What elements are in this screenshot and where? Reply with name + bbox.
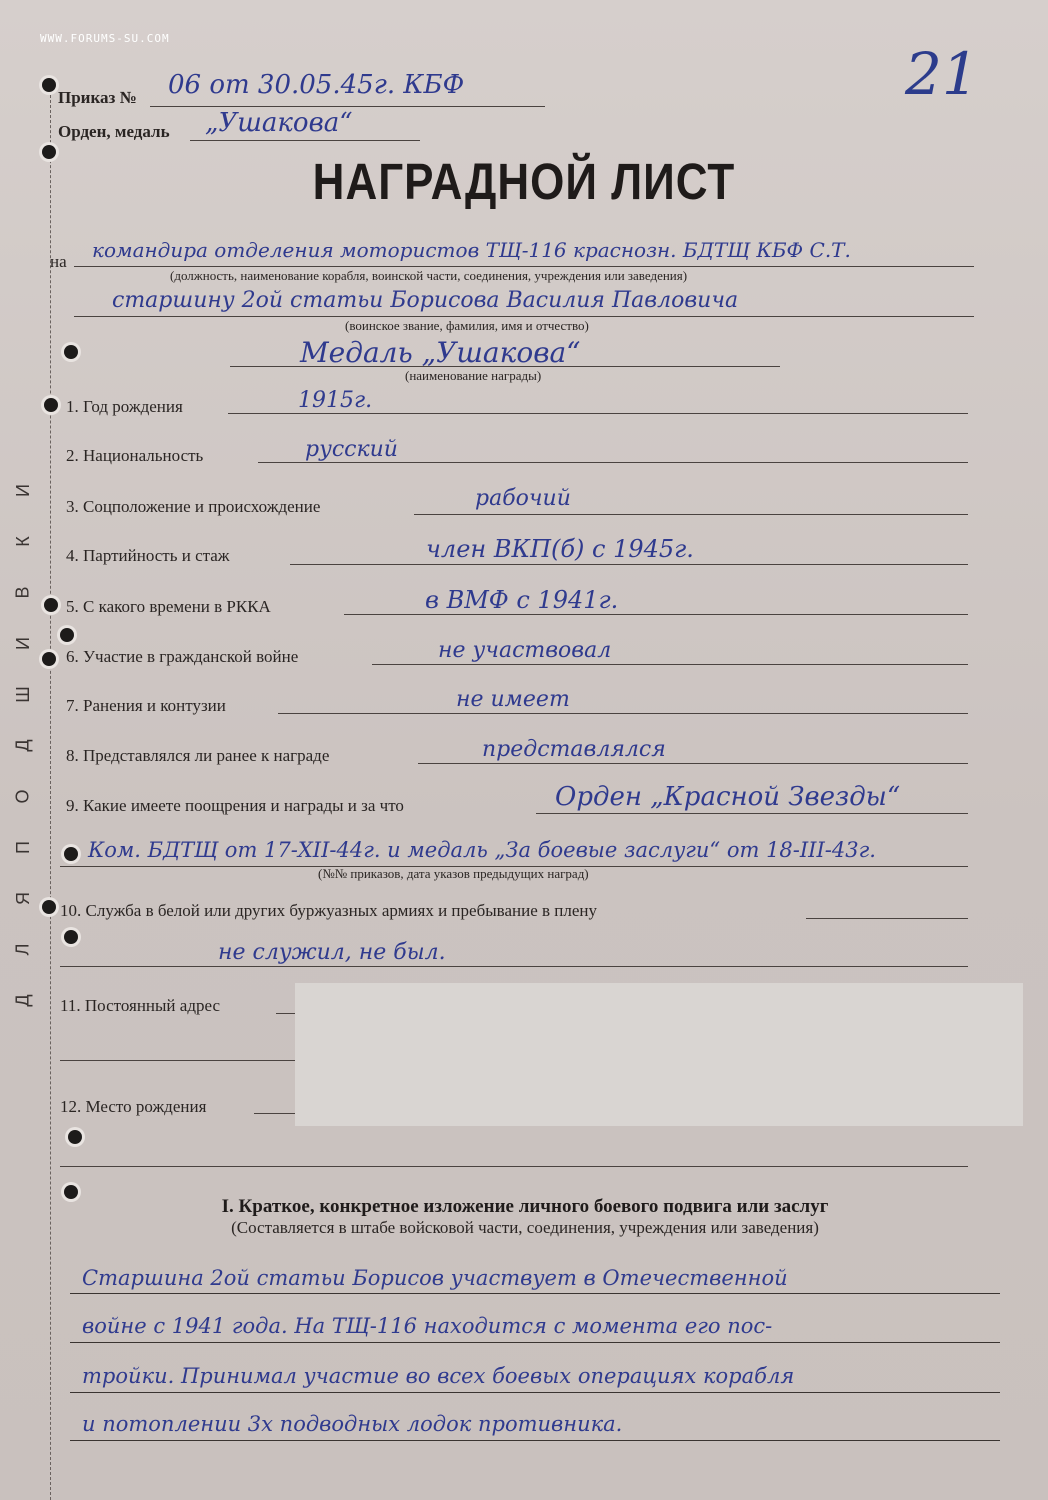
narrative-rule — [70, 1342, 1000, 1343]
field-4-label: 4. Партийность и стаж — [66, 546, 230, 565]
na-label: на — [50, 252, 67, 271]
award-line — [230, 366, 780, 367]
redacted-block — [295, 983, 1023, 1126]
field-9-label: 9. Какие имеете поощрения и награды и за что — [66, 796, 404, 815]
field-9-continuation: Ком. БДТЩ от 17-XII-44г. и медаль „За боевые заслуги“ от 18-III-43г. — [88, 838, 876, 862]
field-8-line — [418, 763, 968, 764]
field-2-line — [258, 462, 968, 463]
field-7-line — [278, 713, 968, 714]
field-6-line — [372, 664, 968, 665]
margin-letter: Д — [12, 994, 33, 1007]
rank-name-caption: (воинское звание, фамилия, имя и отчество) — [345, 318, 589, 333]
field-3-value: рабочий — [475, 486, 571, 511]
field-8-value: представлялся — [482, 737, 666, 762]
margin-letter: И — [12, 484, 33, 497]
field-8-label: 8. Представлялся ли ранее к награде — [66, 746, 330, 765]
document-title: НАГРАДНОЙ ЛИСТ — [312, 154, 736, 211]
field-3-line — [414, 514, 968, 515]
binding-margin-text — [12, 480, 34, 1011]
position-value: командира отделения мотористов ТЩ-116 краснозн. БДТЩ КБФ С.Т. — [92, 238, 851, 262]
award-value: Медаль „Ушакова“ — [300, 336, 581, 369]
field-12-label: 12. Место рождения — [60, 1097, 207, 1116]
margin-letter: К — [12, 536, 33, 547]
field-2-value: русский — [305, 437, 398, 462]
handwritten-sheet-number: 21 — [905, 40, 979, 108]
binding-margin-line — [50, 80, 51, 1500]
margin-letter: В — [12, 586, 33, 599]
margin-letter: И — [12, 637, 33, 650]
medal-line — [190, 140, 420, 141]
field-4-value: член ВКП(б) с 1945г. — [426, 535, 694, 563]
punch-hole — [68, 1130, 82, 1144]
punch-hole — [42, 78, 56, 92]
narrative-line-4: и потоплении 3х подводных лодок противника. — [82, 1412, 623, 1436]
narrative-rule — [70, 1440, 1000, 1441]
field-10-cont-line — [60, 966, 968, 967]
punch-hole — [42, 652, 56, 666]
order-label: Приказ № — [58, 88, 137, 107]
margin-letter: Я — [12, 892, 33, 905]
field-9-value: Орден „Красной Звезды“ — [555, 782, 901, 812]
narrative-rule — [70, 1392, 1000, 1393]
margin-letter: П — [12, 841, 33, 854]
field-11-label: 11. Постоянный адрес — [60, 996, 220, 1015]
watermark: WWW.FORUMS-SU.COM — [40, 32, 170, 45]
position-line — [74, 266, 974, 267]
rank-name-value: старшину 2ой статьи Борисова Василия Павловича — [112, 288, 739, 313]
field-1-line — [228, 413, 968, 414]
field-5-label: 5. С какого времени в РККА — [66, 597, 271, 616]
medal-label: Орден, медаль — [58, 122, 170, 141]
field-10-line — [806, 918, 968, 919]
margin-letter: О — [12, 789, 33, 804]
margin-letter: Д — [12, 739, 33, 752]
field-12-line — [254, 1113, 296, 1114]
field-3-label: 3. Соцположение и происхождение — [66, 497, 321, 516]
order-line — [150, 106, 545, 107]
field-7-label: 7. Ранения и контузии — [66, 696, 226, 715]
section-heading: I. Краткое, конкретное изложение личного боевого подвига или заслуг — [221, 1196, 829, 1217]
medal-value: „Ушакова“ — [205, 108, 353, 138]
punch-hole — [64, 847, 78, 861]
punch-hole — [60, 628, 74, 642]
field-11-cont-line — [60, 1060, 296, 1061]
narrative-rule — [70, 1293, 1000, 1294]
field-7-value: не имеет — [456, 687, 570, 712]
punch-hole — [64, 930, 78, 944]
field-1-value: 1915г. — [298, 388, 373, 413]
field-1-label: 1. Год рождения — [66, 397, 183, 416]
award-caption: (наименование награды) — [405, 368, 542, 383]
field-5-line — [344, 614, 968, 615]
narrative-line-2: войне с 1941 года. На ТЩ-116 находится с момента его пос- — [82, 1314, 773, 1338]
rank-name-line — [74, 316, 974, 317]
narrative-line-1: Старшина 2ой статьи Борисов участвует в Отечественной — [82, 1266, 788, 1290]
margin-letter: Ш — [12, 686, 33, 703]
field-5-value: в ВМФ с 1941г. — [425, 586, 619, 614]
order-value: 06 от 30.05.45г. КБФ — [168, 70, 465, 100]
field-10-value: не служил, не был. — [218, 940, 446, 965]
section-subheading: (Составляется в штабе войсковой части, соединения, учреждения или заведения) — [231, 1218, 819, 1237]
field-6-value: не участвовал — [438, 638, 612, 663]
field-2-label: 2. Национальность — [66, 446, 204, 465]
field-4-line — [290, 564, 968, 565]
punch-hole — [44, 598, 58, 612]
margin-letter: Л — [12, 943, 33, 956]
field-9-line — [536, 813, 968, 814]
narrative-line-3: тройки. Принимал участие во всех боевых операциях корабля — [82, 1364, 795, 1388]
punch-hole — [44, 398, 58, 412]
field-6-label: 6. Участие в гражданской войне — [66, 647, 299, 666]
position-caption: (должность, наименование корабля, воинской части, соединения, учреждения или заведения) — [170, 268, 688, 283]
field-9-caption: (№№ приказов, дата указов предыдущих наград) — [318, 866, 589, 881]
field-10-label: 10. Служба в белой или других буржуазных армиях и пребывание в плену — [60, 901, 597, 920]
punch-hole — [64, 345, 78, 359]
field-11-line — [276, 1013, 296, 1014]
field-12-cont-line — [60, 1166, 968, 1167]
punch-hole — [42, 900, 56, 914]
